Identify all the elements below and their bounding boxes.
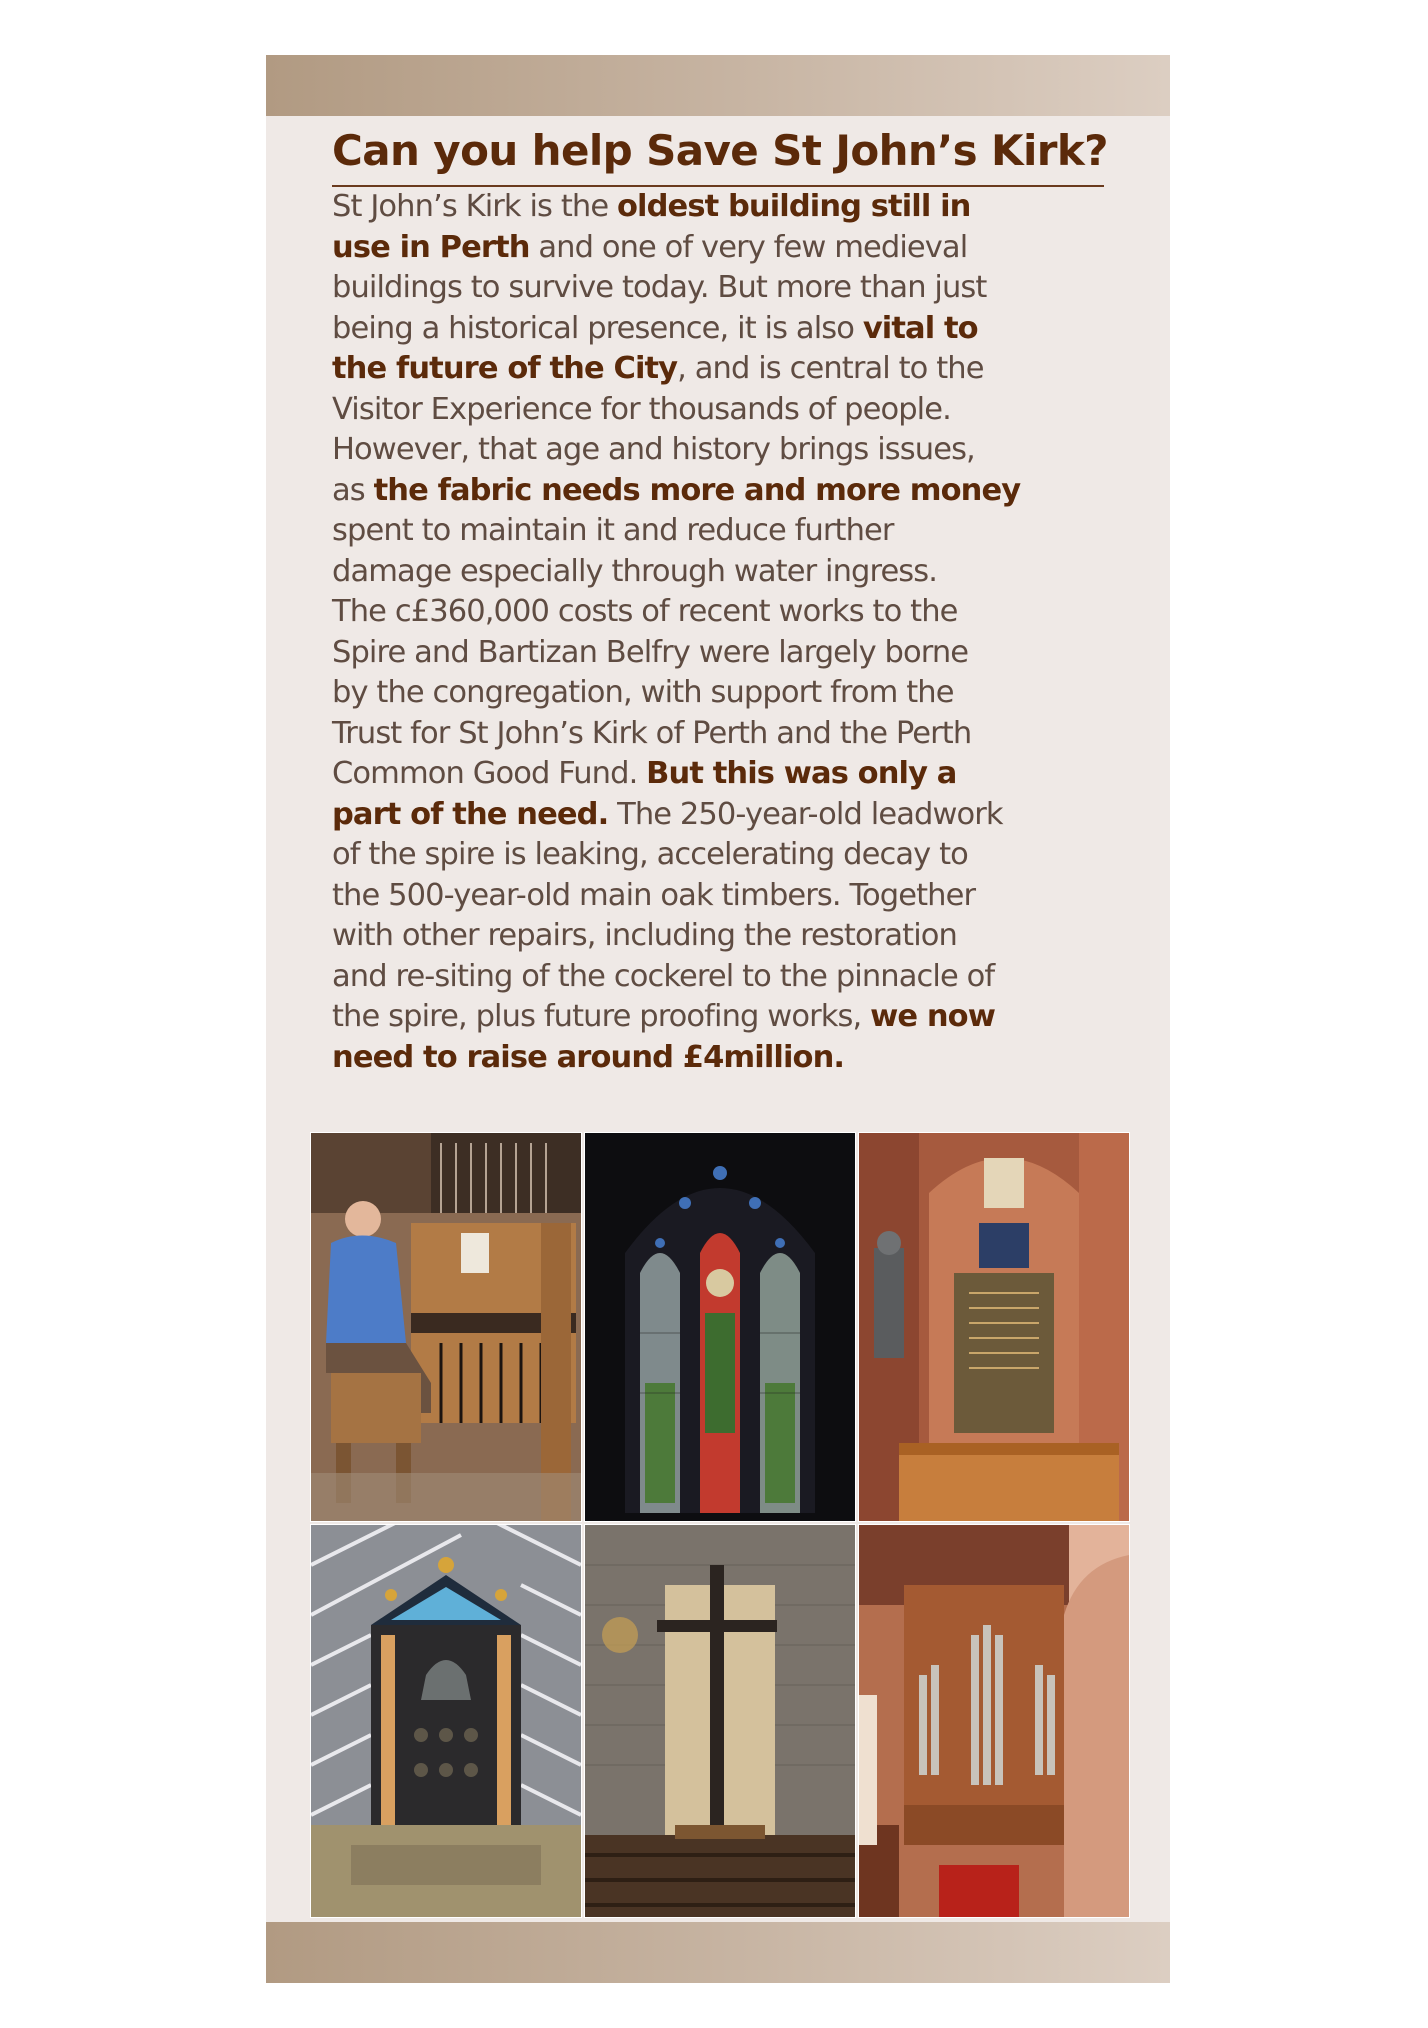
text-line xyxy=(332,997,1110,1038)
body-text: as xyxy=(332,472,374,508)
photo-grid xyxy=(310,1132,1132,1922)
costs-paragraph xyxy=(332,592,1110,1078)
emphasis-text: But this was only a xyxy=(646,756,957,791)
text-line xyxy=(332,430,1110,471)
pipe-organ-photo xyxy=(858,1524,1130,1918)
text-line xyxy=(332,835,1110,876)
text-line xyxy=(332,876,1110,917)
carillon-player-photo xyxy=(310,1132,582,1522)
page-title: Can you help Save St John’s Kirk? xyxy=(332,126,1108,175)
text-line xyxy=(332,268,1110,309)
emphasis-text: the fabric needs more and more money xyxy=(373,472,1021,508)
body-text: buildings to survive today. But more than just xyxy=(332,270,987,305)
bell-tower-photo xyxy=(310,1524,582,1918)
body-text: and re-siting of the cockerel to the pinnacle of xyxy=(332,958,995,994)
body-text: Common Good Fund. xyxy=(332,756,647,791)
body-text: being a historical presence, it is also xyxy=(332,310,863,346)
emphasis-text: use in Perth xyxy=(332,229,530,265)
article-content xyxy=(332,121,1110,1078)
body-text: by the congregation, with support from the xyxy=(332,675,954,710)
bottom-decorative-band xyxy=(266,1922,1170,1983)
emphasis-text: the future of the City xyxy=(332,351,678,386)
body-text: Spire and Bartizan Belfry were largely borne xyxy=(332,634,969,670)
body-text: The 250-year-old leadwork xyxy=(608,796,1003,832)
text-line xyxy=(332,673,1110,714)
intro-paragraph xyxy=(332,187,1110,592)
text-line xyxy=(332,957,1110,998)
emphasis-text: oldest building still in xyxy=(617,189,971,224)
text-line xyxy=(332,795,1110,836)
cross-sculpture-photo xyxy=(584,1524,856,1918)
text-line xyxy=(332,390,1110,431)
text-line xyxy=(332,471,1110,512)
body-text: Visitor Experience for thousands of people. xyxy=(332,391,951,427)
text-line xyxy=(332,187,1110,228)
text-line xyxy=(332,1038,1110,1079)
body-text: damage especially through water ingress. xyxy=(332,553,938,589)
emphasis-text: vital to xyxy=(862,310,978,346)
stained-glass-window-photo xyxy=(584,1132,856,1522)
text-line xyxy=(332,511,1110,552)
body-text: the spire, plus future proofing works, xyxy=(332,999,871,1034)
text-line xyxy=(332,916,1110,957)
body-text: The c£360,000 costs of recent works to the xyxy=(332,594,958,629)
text-line xyxy=(332,228,1110,269)
text-line xyxy=(332,309,1110,350)
body-text: spent to maintain it and reduce further xyxy=(332,513,894,548)
text-line xyxy=(332,754,1110,795)
leaflet-panel xyxy=(266,55,1170,1983)
text-line xyxy=(332,592,1110,633)
emphasis-text: need to raise around £4million. xyxy=(332,1039,845,1075)
body-text: , and is central to the xyxy=(677,351,984,386)
text-line xyxy=(332,714,1110,755)
text-line xyxy=(332,552,1110,593)
emphasis-text: we now xyxy=(870,999,996,1034)
text-line xyxy=(332,349,1110,390)
body-text: and one of very few medieval xyxy=(529,229,968,265)
body-text: St John’s Kirk is the xyxy=(332,189,617,224)
memorial-chapel-photo xyxy=(858,1132,1130,1522)
emphasis-text: part of the need. xyxy=(332,796,609,832)
body-text: with other repairs, including the restoration xyxy=(332,918,957,953)
body-text: However, that age and history brings issues, xyxy=(332,432,975,467)
body-text: the 500-year-old main oak timbers. Together xyxy=(332,877,976,913)
body-text: of the spire is leaking, accelerating decay to xyxy=(332,837,968,872)
body-text: Trust for St John’s Kirk of Perth and the Perth xyxy=(332,715,972,751)
top-decorative-band xyxy=(266,55,1170,116)
text-line xyxy=(332,633,1110,674)
